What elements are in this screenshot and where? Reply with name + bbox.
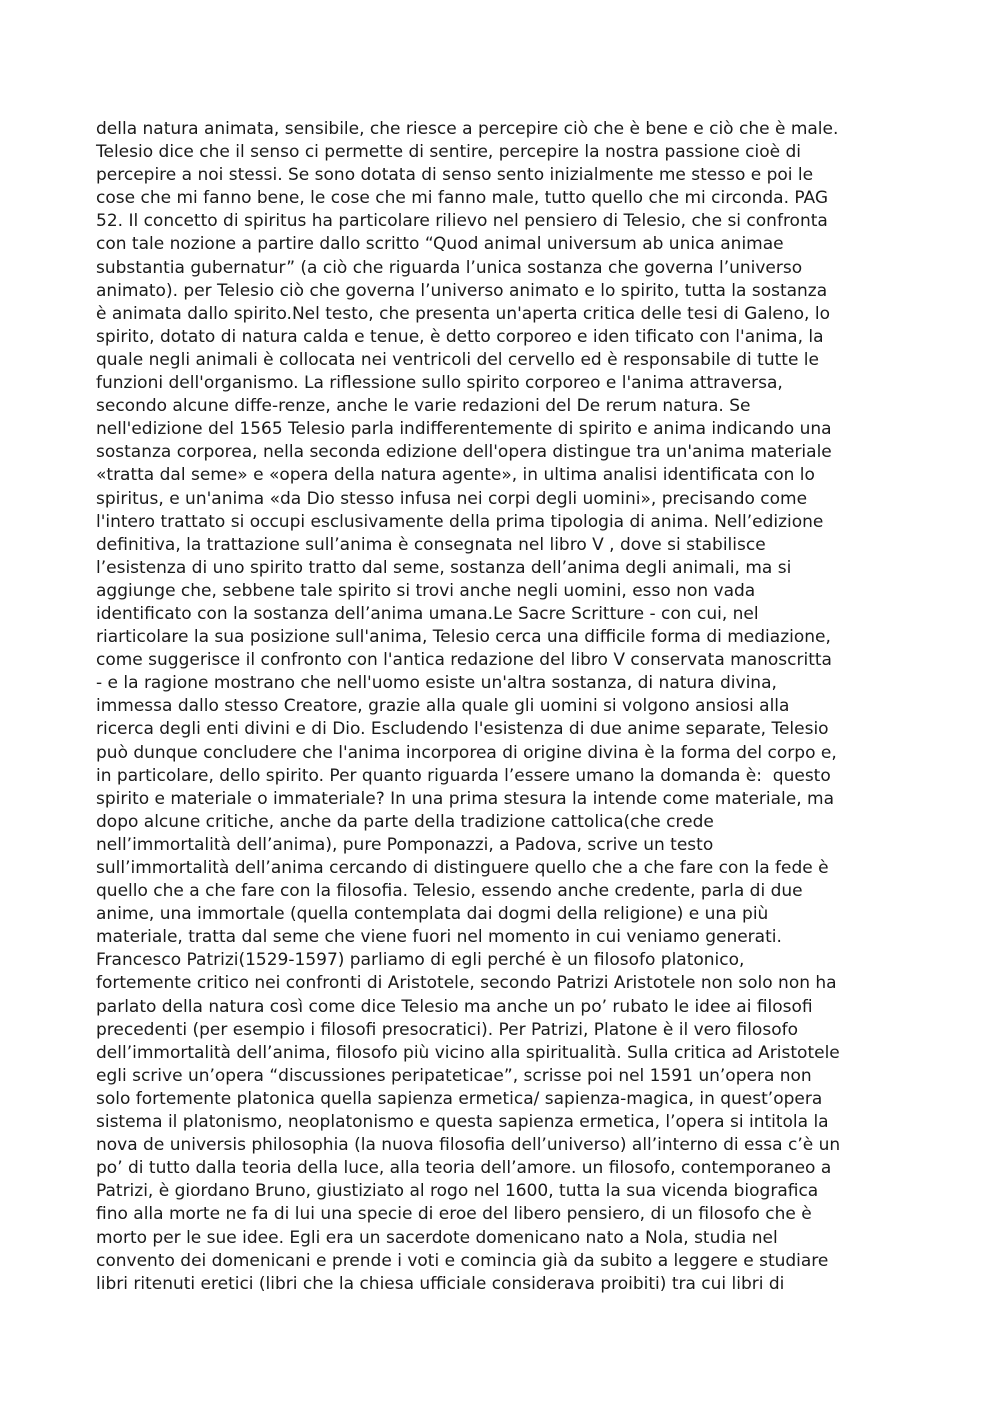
text-line: egli scrive un’opera “discussiones peripateticae”, scrisse poi nel 1591 un’opera non: [96, 1065, 812, 1086]
text-line: libri ritenuti eretici (libri che la chiesa ufficiale considerava proibiti) tra cui libri di: [96, 1273, 785, 1294]
text-line: riarticolare la sua posizione sull'anima, Telesio cerca una difficile forma di mediazione,: [96, 627, 831, 648]
text-line: può dunque concludere che l'anima incorporea di origine divina è la forma del corpo e,: [96, 742, 837, 763]
text-line: funzioni dell'organismo. La riflessione sullo spirito corporeo e l'anima attraversa,: [96, 373, 783, 394]
text-line: cose che mi fanno bene, le cose che mi fanno male, tutto quello che mi circonda. PAG: [96, 188, 829, 209]
text-line: fino alla morte ne fa di lui una specie di eroe del libero pensiero, di un filosofo che è: [96, 1204, 812, 1225]
text-line: l’esistenza di uno spirito tratto dal seme, sostanza dell’anima degli animali, ma si: [96, 557, 792, 578]
text-line: materiale, tratta dal seme che viene fuori nel momento in cui veniamo generati.: [96, 927, 782, 948]
text-line: fortemente critico nei confronti di Aristotele, secondo Patrizi Aristotele non solo non ha: [96, 973, 837, 994]
text-line: della natura animata, sensibile, che riesce a percepire ciò che è bene e ciò che è male.: [96, 119, 839, 139]
text-line: 52. Il concetto di spiritus ha particolare rilievo nel pensiero di Telesio, che si confronta: [96, 211, 828, 232]
text-line: dopo alcune critiche, anche da parte della tradizione cattolica(che crede: [96, 811, 714, 832]
text-line: convento dei domenicani e prende i voti e comincia già da subito a leggere e studiare: [96, 1250, 829, 1271]
text-line: substantia gubernatur” (a ciò che riguarda l’unica sostanza che governa l’universo: [96, 257, 803, 278]
text-line: animato). per Telesio ciò che governa l’universo animato e lo spirito, tutta la sostanza: [96, 280, 828, 301]
text-line: spiritus, e un'anima «da Dio stesso infusa nei corpi degli uomini», precisando come: [96, 488, 808, 509]
text-line: sull’immortalità dell’anima cercando di distinguere quello che a che fare con la fede è: [96, 858, 829, 878]
text-line: in particolare, dello spirito. Per quanto riguarda l’essere umano la domanda è: questo: [96, 765, 831, 786]
text-line: spirito, dotato di natura calda e tenue, è detto corporeo e iden tificato con l'anima, la: [96, 326, 824, 347]
text-line: spirito e materiale o immateriale? In una prima stesura la intende come materiale, ma: [96, 788, 834, 809]
text-line: con tale nozione a partire dallo scritto “Quod animal universum ab unica animae: [96, 234, 784, 255]
text-line: è animata dallo spirito.Nel testo, che presenta un'aperta critica delle tesi di Galeno, lo: [96, 303, 830, 324]
text-line: secondo alcune diffe-renze, anche le varie redazioni del De rerum natura. Se: [96, 396, 751, 417]
text-line: nova de universis philosophia (la nuova filosofia dell’universo) all’interno di essa c’è un: [96, 1135, 841, 1156]
text-line: morto per le sue idee. Egli era un sacerdote domenicano nato a Nola, studia nel: [96, 1227, 778, 1248]
text-line: nell’immortalità dell’anima), pure Pomponazzi, a Padova, scrive un testo: [96, 834, 714, 855]
text-line: quello che a che fare con la filosofia. Telesio, essendo anche credente, parla di due: [96, 881, 803, 902]
text-line: precedenti (per esempio i filosofi presocratici). Per Patrizi, Platone è il vero filosofo: [96, 1019, 798, 1040]
text-line: sostanza corporea, nella seconda edizione dell'opera distingue tra un'anima materiale: [96, 442, 832, 463]
text-line: immessa dallo stesso Creatore, grazie alla quale gli uomini si volgono ansiosi alla: [96, 696, 790, 717]
text-line: solo fortemente platonica quella sapienza ermetica/ sapienza-magica, in quest’opera: [96, 1088, 823, 1109]
text-line: Patrizi, è giordano Bruno, giustiziato al rogo nel 1600, tutta la sua vicenda biografica: [96, 1181, 819, 1202]
text-line: po’ di tutto dalla teoria della luce, alla teoria dell’amore. un filosofo, contemporaneo a: [96, 1158, 832, 1179]
text-line: dell’immortalità dell’anima, filosofo più vicino alla spiritualità. Sulla critica ad Aristotele: [96, 1042, 840, 1063]
text-line: «tratta dal seme» e «opera della natura agente», in ultima analisi identificata con lo: [96, 465, 815, 486]
text-line: percepire a noi stessi. Se sono dotata di senso sento inizialmente me stesso e poi le: [96, 165, 814, 186]
text-line: identificato con la sostanza dell’anima umana.Le Sacre Scritture - con cui, nel: [96, 603, 759, 624]
text-line: nell'edizione del 1565 Telesio parla indifferentemente di spirito e anima indicando una: [96, 419, 832, 440]
text-line: quale negli animali è collocata nei ventricoli del cervello ed è responsabile di tutte le: [96, 349, 819, 370]
text-line: anime, una immortale (quella contemplata dai dogmi della religione) e una più: [96, 904, 769, 925]
text-line: definitiva, la trattazione sull’anima è consegnata nel libro V , dove si stabilisce: [96, 534, 766, 555]
body-text: [96, 118, 916, 1296]
text-line: ricerca degli enti divini e di Dio. Escludendo l'esistenza di due anime separate, Telesio: [96, 719, 829, 740]
text-line: Telesio dice che il senso ci permette di sentire, percepire la nostra passione cioè di: [96, 142, 801, 163]
text-line: Francesco Patrizi(1529-1597) parliamo di egli perché è un filosofo platonico,: [96, 950, 745, 971]
text-line: sistema il platonismo, neoplatonismo e questa sapienza ermetica, l’opera si intitola la: [96, 1112, 829, 1133]
text-line: parlato della natura così come dice Telesio ma anche un po’ rubato le idee ai filosofi: [96, 996, 813, 1017]
text-line: aggiunge che, sebbene tale spirito si trovi anche negli uomini, esso non vada: [96, 580, 756, 601]
text-line: l'intero trattato si occupi esclusivamente della prima tipologia di anima. Nell’edizione: [96, 511, 824, 532]
text-line: - e la ragione mostrano che nell'uomo esiste un'altra sostanza, di natura divina,: [96, 673, 777, 694]
text-line: come suggerisce il confronto con l'antica redazione del libro V conservata manoscritta: [96, 650, 832, 671]
